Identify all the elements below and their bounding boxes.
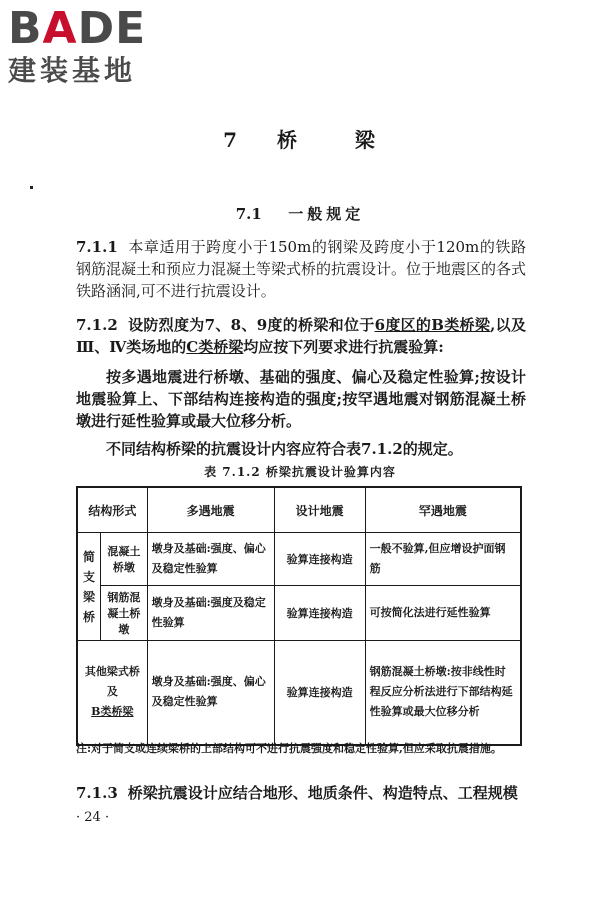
clause-7-1-1 [76, 236, 526, 302]
clause-text: 本章适用于跨度小于150m的钢梁及跨度小于120m的铁路钢筋混凝土和预应力混凝土等梁式桥的抗震设计。位于地震区的各式铁路涵洞,可不进行抗震设计。 [76, 238, 527, 300]
brand-wordmark [8, 4, 146, 54]
seismic-check-table [76, 486, 522, 746]
clause-number: 7.1.3 [76, 784, 118, 802]
clause-text-c: ,以及Ⅲ、Ⅳ类场地的 [76, 316, 526, 356]
table-row [77, 533, 521, 586]
clause-7-1-2-para2: 按多遇地震进行桥墩、基础的强度、偏心及稳定性验算;按设计地震验算上、下部结构连接构造的强度;按罕遇地震对钢筋混凝土桥墩进行延性验算或最大位移分析。 [76, 368, 526, 430]
table-row [77, 586, 521, 641]
row-design: 验算连接构造 [274, 533, 365, 586]
other-type-line2 [82, 702, 143, 722]
margin-dot [30, 186, 33, 189]
brand-logo [8, 4, 146, 88]
chapter-number: 7 [223, 128, 240, 152]
row-frequent: 墩身及基础:强度、偏心及稳定性验算 [147, 533, 274, 586]
table-caption: 表 7.1.2 桥梁抗震设计验算内容 [204, 465, 396, 479]
page-number: · 24 · [76, 810, 110, 825]
header-rare: 罕遇地震 [365, 487, 521, 533]
clause-text-d: C类桥梁 [186, 338, 244, 356]
group-simple-span: 简支梁桥 [77, 533, 101, 641]
row-frequent: 墩身及基础:强度及稳定性验算 [147, 586, 274, 641]
row-design: 验算连接构造 [274, 586, 365, 641]
clause-number: 7.1.2 [76, 316, 118, 334]
table-row [77, 641, 521, 745]
other-type-line1: 其他梁式桥及 [84, 665, 140, 699]
other-type-line2-text: B类桥梁 [91, 705, 134, 719]
clause-7-1-2 [76, 314, 526, 358]
row-design: 验算连接构造 [274, 641, 365, 745]
row-rare: 钢筋混凝土桥墩:按非线性时程反应分析法进行下部结构延性验算或最大位移分析 [365, 641, 521, 745]
clause-text-b: 6度区的B类桥梁 [374, 316, 491, 334]
section-title [0, 203, 600, 224]
row-type-other [77, 641, 147, 745]
brand-letters-de: DE [77, 3, 147, 54]
brand-letter-b: B [8, 3, 43, 54]
chapter-title-char-1: 桥 [276, 128, 299, 152]
clause-text: 桥梁抗震设计应结合地形、地质条件、构造特点、工程规模 [127, 784, 518, 802]
table-note: 注:对于简支或连续梁桥的上部结构可不进行抗震强度和稳定性验算,但应采取抗震措施。 [76, 742, 502, 755]
clause-7-1-3 [76, 782, 526, 804]
header-frequent: 多遇地震 [147, 487, 274, 533]
row-rare: 可按简化法进行延性验算 [365, 586, 521, 641]
clause-text-e: 均应按下列要求进行抗震验算: [243, 338, 444, 356]
section-number: 7.1 [235, 205, 262, 223]
clause-text-a: 设防烈度为7、8、9度的桥梁和位于 [127, 316, 375, 334]
chapter-title [0, 124, 600, 153]
row-type: 钢筋混凝土桥墩 [101, 586, 148, 641]
header-structure: 结构形式 [77, 487, 147, 533]
row-frequent: 墩身及基础:强度、偏心及稳定性验算 [147, 641, 274, 745]
clause-number: 7.1.1 [76, 238, 118, 256]
row-rare: 一般不验算,但应增设护面钢筋 [365, 533, 521, 586]
header-design: 设计地震 [274, 487, 365, 533]
clause-7-1-2-para3: 不同结构桥梁的抗震设计内容应符合表7.1.2的规定。 [106, 440, 463, 458]
table-header-row [77, 487, 521, 533]
brand-letter-a-accent: A [42, 3, 78, 54]
chapter-title-char-2: 梁 [354, 128, 377, 152]
section-heading: 一般规定 [288, 205, 365, 223]
row-type: 混凝土桥墩 [101, 533, 148, 586]
brand-subtitle: 建装基地 [8, 54, 137, 87]
